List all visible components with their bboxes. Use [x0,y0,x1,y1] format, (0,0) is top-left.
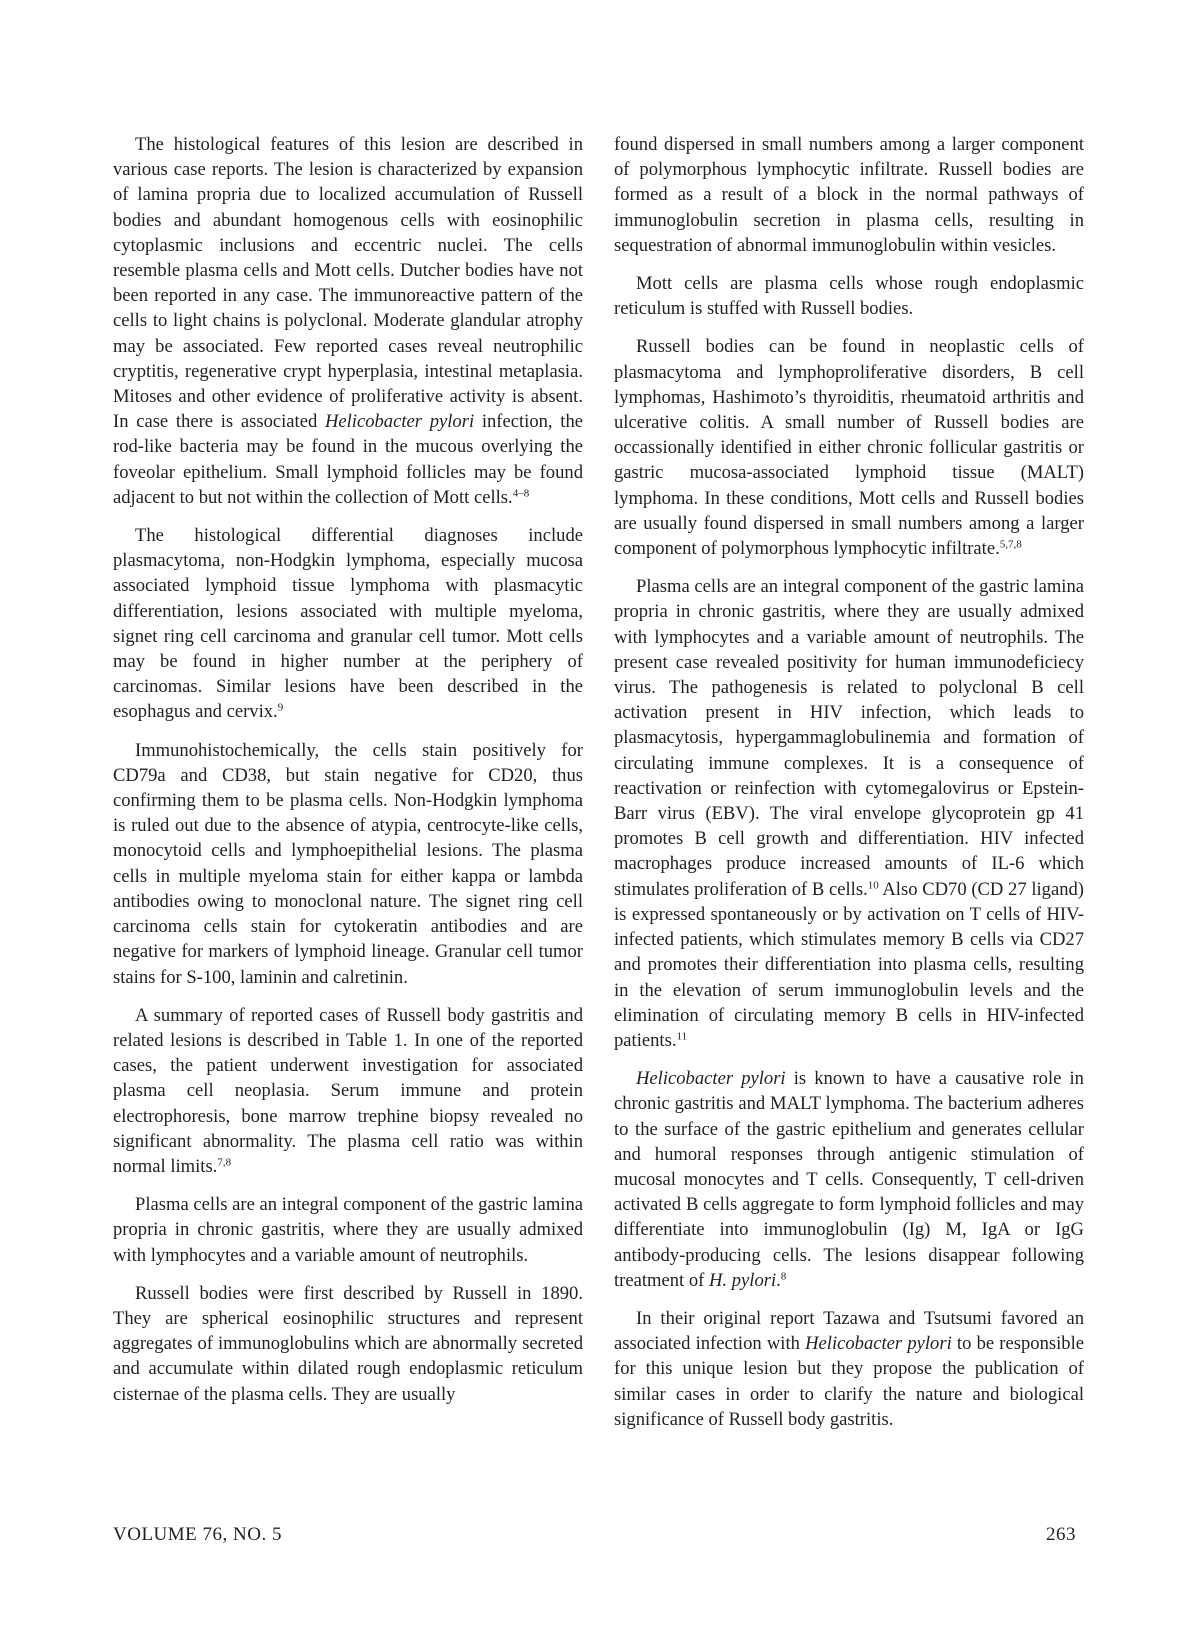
paragraph [113,1003,583,1179]
page-number: 263 [1046,1524,1076,1545]
citation-superscript: 4–8 [512,487,530,500]
paragraph-text: In their original report Tazawa and Tsutsumi favored an associated infection with [614,1307,1084,1355]
paragraph [113,132,583,510]
right-column [614,132,1084,1432]
paragraph: Mott cells are plasma cells whose rough endoplasmic reticulum is stuffed with Russell bodies. [614,273,1084,320]
species-name: Helicobacter pylori [805,1333,952,1355]
citation-superscript: 5,7,8 [999,538,1022,551]
paragraph-text: is known to have a causative role in chronic gastritis and MALT lymphoma. The bacterium adheres to the surface of the gastric epithelium and generates cellular and humoral responses through antigenic stimulation of mucosal monocytes and T cells. Consequently, T cell-driven activated B cells aggregate to form lymphoid follicles and may differentiate into immunoglobulin (Ig) M, IgA or IgG antibody-producing cells. The lesions disappear following treatment of [614,1068,1084,1291]
left-column [113,132,583,1407]
paragraph [614,1066,1084,1293]
paragraph-continued: found dispersed in small numbers among a larger component of polymorphous lymphocytic infiltrate. Russell bodies are formed as a result of a block in the normal pathways of immunoglobulin secretion in plasma cells, resulting in sequestration of abnormal immunoglobulin within vesicles. [614,134,1084,256]
paragraph [113,523,583,725]
paragraph [614,1306,1084,1432]
paragraph: Russell bodies were first described by Russell in 1890. They are spherical eosinophilic structures and represent aggregates of immunoglobulins which are abnormally secreted and accumulate within dilated rough endoplasmic reticulum cisternae of the plasma cells. They are usually [113,1282,583,1405]
paragraph: Immunohistochemically, the cells stain positively for CD79a and CD38, but stain negative for CD20, thus confirming them to be plasma cells. Non-Hodgkin lymphoma is ruled out due to the absence of atypia, centrocyte-like cells, monocytoid cells and lymphoepithelial lesions. The plasma cells in multiple myeloma stain for either kappa or lambda antibodies owing to monoclonal nature. The signet ring cell carcinoma cells stain for cytokeratin antibodies and are negative for markers of lymphoid lineage. Granular cell tumor stains for S-100, laminin and calretinin. [113,739,583,988]
paragraph [614,334,1084,561]
paragraph-text: Russell bodies can be found in neoplastic cells of plasmacytoma and lymphoproliferative disorders, B cell lymphomas, Hashimoto’s thyroiditis, rheumatoid arthritis and ulcerative colitis. A small number of Russell bodies are occassionally identified in either chronic follicular gastritis or gastric mucosa-associated lymphoid tissue (MALT) lymphoma. In these conditions, Mott cells and Russell bodies are usually found dispersed in small numbers among a larger component of polymorphous lymphocytic infiltrate. [614,336,1084,560]
paragraph: Plasma cells are an integral component of the gastric lamina propria in chronic gastritis, where they are usually admixed with lymphocytes and a variable amount of neutrophils. [113,1194,583,1266]
paragraph-text: The histological features of this lesion are described in various case reports. The lesion is characterized by expansion of lamina propria due to localized accumulation of Russell bodies and abundant homogenous cells with eosinophilic cytoplasmic inclusions and eccentric nuclei. The cells resemble plasma cells and Mott cells. Dutcher bodies have not been reported in any case. The immunoreactive pattern of the cells to light chains is polyclonal. Moderate glandular atrophy may be associated. Few reported cases reveal neutrophilic cryptitis, regenerative crypt hyperplasia, intestinal metaplasia. Mitoses and other evidence of proliferative activity is absent. In case there is associated [113,134,583,433]
citation-superscript: 7,8 [217,1156,232,1169]
paragraph-text: to be responsible for this unique lesion but they propose the publication of similar cases in order to clarify the nature and biological significance of Russell body gastritis. [614,1333,1084,1430]
paragraph-text: A summary of reported cases of Russell body gastritis and related lesions is described in Table 1. In one of the reported cases, the patient underwent investigation for associated plasma cell neoplasia. Serum immune and protein electrophoresis, bone marrow trephine biopsy revealed no significant abnormality. The plasma cell ratio was within normal limits. [113,1004,583,1177]
paragraph [614,574,1084,1053]
paragraph-text: The histological differential diagnoses include plasmacytoma, non-Hodgkin lymphoma, especially mucosa associated lymphoid tissue lymphoma with plasmacytic differentiation, lesions associated with multiple myeloma, signet ring cell carcinoma and granular cell tumor. Mott cells may be found in higher number at the periphery of carcinomas. Similar lesions have been described in the esophagus and cervix. [113,525,583,723]
citation-superscript: 9 [277,701,284,714]
journal-volume: VOLUME 76, NO. 5 [113,1524,282,1545]
species-name: Helicobacter pylori [324,411,475,433]
paragraph-text: Plasma cells are an integral component of the gastric lamina propria in chronic gastritis, where they are usually admixed with lymphocytes and a variable amount of neutrophils. The present case revealed positivity for human immunodeficiecy virus. The pathogenesis is related to polyclonal B cell activation present in HIV infection, which leads to plasmacytosis, hypergammaglobulinemia and formation of circulating immune complexes. It is a consequence of reactivation or reinfection with cytomegalovirus or Epstein-Barr virus (EBV). The viral envelope glycoprotein gp 41 promotes B cell growth and differentiation. HIV infected macrophages produce increased amounts of IL-6 which stimulates proliferation of B cells. [614,576,1084,900]
paragraph-text: . [776,1269,781,1291]
paragraph-text: infection, the rod-like bacteria may be found in the mucous overlying the foveolar epithelium. Small lymphoid follicles may be found adjacent to but not within the collection of Mott cells. [113,411,583,508]
species-name: H. pylori [709,1269,777,1291]
species-name: Helicobacter pylori [636,1068,786,1090]
citation-superscript: 11 [676,1030,688,1043]
citation-superscript: 10 [867,879,879,892]
citation-superscript: 8 [780,1270,787,1283]
paragraph-text: Also CD70 (CD 27 ligand) is expressed spontaneously or by activation on T cells of HIV-infected patients, which stimulates memory B cells via CD27 and promotes their differentiation into plasma cells, resulting in the elevation of serum immunoglobulin levels and the elimination of circulating memory B cells in HIV-infected patients. [614,878,1084,1051]
